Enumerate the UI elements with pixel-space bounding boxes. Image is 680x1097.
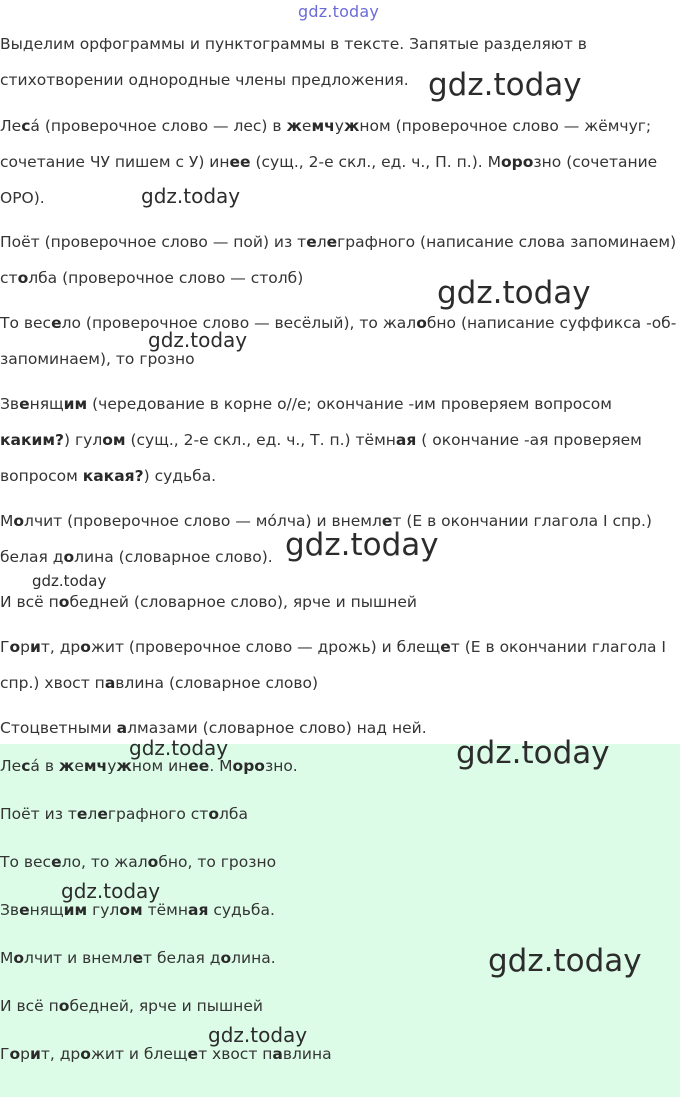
- answer-box: [0, 744, 680, 1097]
- answer-line: Горит, дрожит и блещет хвост павлина: [0, 1045, 332, 1063]
- answer-line: Леса́ в жемчужном инее. Морозно.: [0, 757, 298, 775]
- answer-line: То весело, то жалобно, то грозно: [0, 853, 277, 871]
- watermark-logo: gdz.today: [61, 879, 161, 903]
- explanation-paragraph: То весело (проверочное слово — весёлый), то жалобно (написание суффикса -об- запоминаем), то грозно: [0, 314, 677, 368]
- explanation-paragraph: Стоцветными алмазами (словарное слово) над ней.: [0, 719, 427, 737]
- intro-paragraph: Выделим орфограммы и пунктограммы в тексте. Запятые разделяют в стихотворении однородные члены предложения.: [0, 35, 587, 89]
- explanation-paragraph: Молчит (проверочное слово — мо́лча) и внемлет (Е в окончании глагола I спр.) белая долина (словарное слово).: [0, 512, 652, 566]
- answer-line: Поёт из телеграфного столба: [0, 805, 248, 823]
- watermark-logo: gdz.today: [285, 527, 439, 563]
- watermark-logo: gdz.today: [488, 943, 642, 979]
- watermark-logo: gdz.today: [32, 572, 107, 590]
- answer-line: Молчит и внемлет белая долина.: [0, 949, 276, 967]
- watermark-logo: gdz.today: [129, 736, 229, 760]
- watermark-logo: gdz.today: [428, 67, 582, 103]
- explanation-paragraph: Леса́ (проверочное слово — лес) в жемчужном (проверочное слово — жёмчуг; сочетание ЧУ пишем с У) инее (сущ., 2-е скл., ед. ч., П. п.). Морозно (сочетание ОРО).: [0, 117, 658, 207]
- watermark-logo: gdz.today: [141, 184, 241, 208]
- answer-line: Звенящим гулом тёмная судьба.: [0, 901, 275, 919]
- watermark-logo: gdz.today: [437, 275, 591, 311]
- explanation-paragraph: И всё победней (словарное слово), ярче и пышней: [0, 593, 417, 611]
- explanation-paragraph: Поёт (проверочное слово — пой) из телеграфного (написание слова запоминаем) столба (проверочное слово — столб): [0, 233, 677, 287]
- watermark-logo: gdz.today: [456, 735, 610, 771]
- explanation-paragraph: Звенящим (чередование в корне о//е; окончание -им проверяем вопросом каким?) гулом (сущ., 2-е скл., ед. ч., Т. п.) тёмная ( окончание -ая проверяем вопросом какая?) судьба.: [0, 395, 642, 485]
- answer-line: И всё победней, ярче и пышней: [0, 997, 263, 1015]
- header-watermark: gdz.today: [298, 2, 380, 21]
- explanation-paragraph: Горит, дрожит (проверочное слово — дрожь) и блещет (Е в окончании глагола I спр.) хвост павлина (словарное слово): [0, 638, 666, 692]
- watermark-logo: gdz.today: [148, 328, 248, 352]
- watermark-logo: gdz.today: [208, 1023, 308, 1047]
